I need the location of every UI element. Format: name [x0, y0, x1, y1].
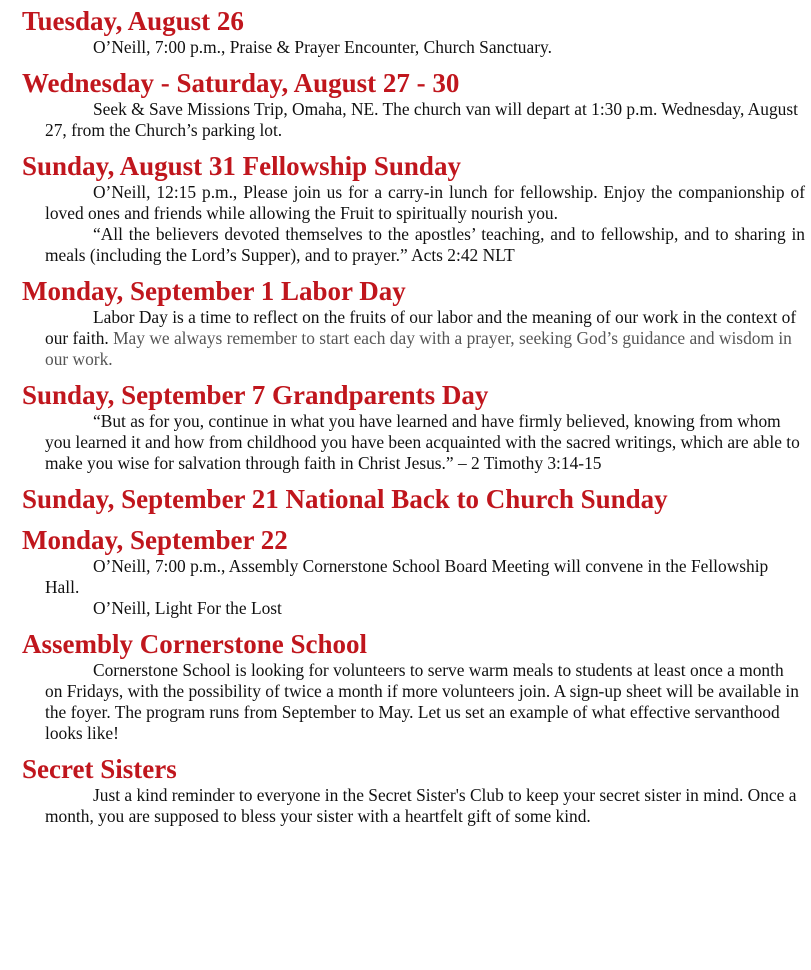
section-assembly-cornerstone-school [22, 629, 805, 744]
section-text: O’Neill, Light For the Lost [93, 598, 282, 618]
section-text: O’Neill, 7:00 p.m., Assembly Cornerstone School Board Meeting will convene in the Fellowship Hall. [45, 556, 769, 597]
section-text: Cornerstone School is looking for volunteers to serve warm meals to students at least once a month on Fridays, with the possibility of twice a month if more volunteers join. A sign-up sheet will be available in the foyer. The program runs from September to May. Let us set an example of what effective servanthood looks like! [45, 660, 799, 743]
section-text [22, 307, 805, 370]
section-wed-sat-aug-27-30 [22, 68, 805, 141]
section-monday-sep-22 [22, 525, 805, 619]
section-text: Seek & Save Missions Trip, Omaha, NE. The church van will depart at 1:30 p.m. Wednesday, August 27, from the Church’s parking lot. [45, 99, 798, 140]
section-heading: Wednesday - Saturday, August 27 - 30 [22, 68, 460, 98]
section-heading: Secret Sisters [22, 754, 177, 784]
section-heading: Sunday, August 31 Fellowship Sunday [22, 151, 461, 181]
section-text-main: Labor Day is a time to reflect on the fruits of our labor and the meaning of our work in the context of our faith. [45, 307, 797, 348]
section-heading: Assembly Cornerstone School [22, 629, 367, 659]
section-sunday-sep-7 [22, 380, 805, 474]
section-text: O’Neill, 12:15 p.m., Please join us for a carry-in lunch for fellowship. Enjoy the companionship of loved ones and friends while allowing the Fruit to spiritually nourish you. [45, 182, 805, 223]
section-sunday-sep-21 [22, 484, 805, 515]
section-text-prayer: May we always remember to start each day with a prayer, seeking God’s guidance and wisdom in our work. [45, 328, 792, 369]
section-heading: Monday, September 1 Labor Day [22, 276, 406, 306]
section-text: Just a kind reminder to everyone in the Secret Sister's Club to keep your secret sister in mind. Once a month, you are supposed to bless your sister with a heartfelt gift of some kind. [45, 785, 797, 826]
section-sunday-aug-31 [22, 151, 805, 266]
section-text: O’Neill, 7:00 p.m., Praise & Prayer Encounter, Church Sanctuary. [93, 37, 552, 57]
section-quote: “But as for you, continue in what you have learned and have firmly believed, knowing from whom you learned it and how from childhood you have been acquainted with the sacred writings, which are able to make you wise for salvation through faith in Christ Jesus.” – 2 Timothy 3:14-15 [45, 411, 800, 473]
section-monday-sep-1 [22, 276, 805, 370]
section-heading: Monday, September 22 [22, 525, 288, 555]
section-heading: Sunday, September 21 National Back to Church Sunday [22, 484, 668, 514]
section-heading: Tuesday, August 26 [22, 6, 244, 36]
section-secret-sisters [22, 754, 805, 827]
section-tuesday-aug-26 [22, 6, 805, 58]
section-quote: “All the believers devoted themselves to the apostles’ teaching, and to fellowship, and to sharing in meals (including the Lord’s Supper), and to prayer.” Acts 2:42 NLT [45, 224, 805, 265]
section-heading: Sunday, September 7 Grandparents Day [22, 380, 489, 410]
